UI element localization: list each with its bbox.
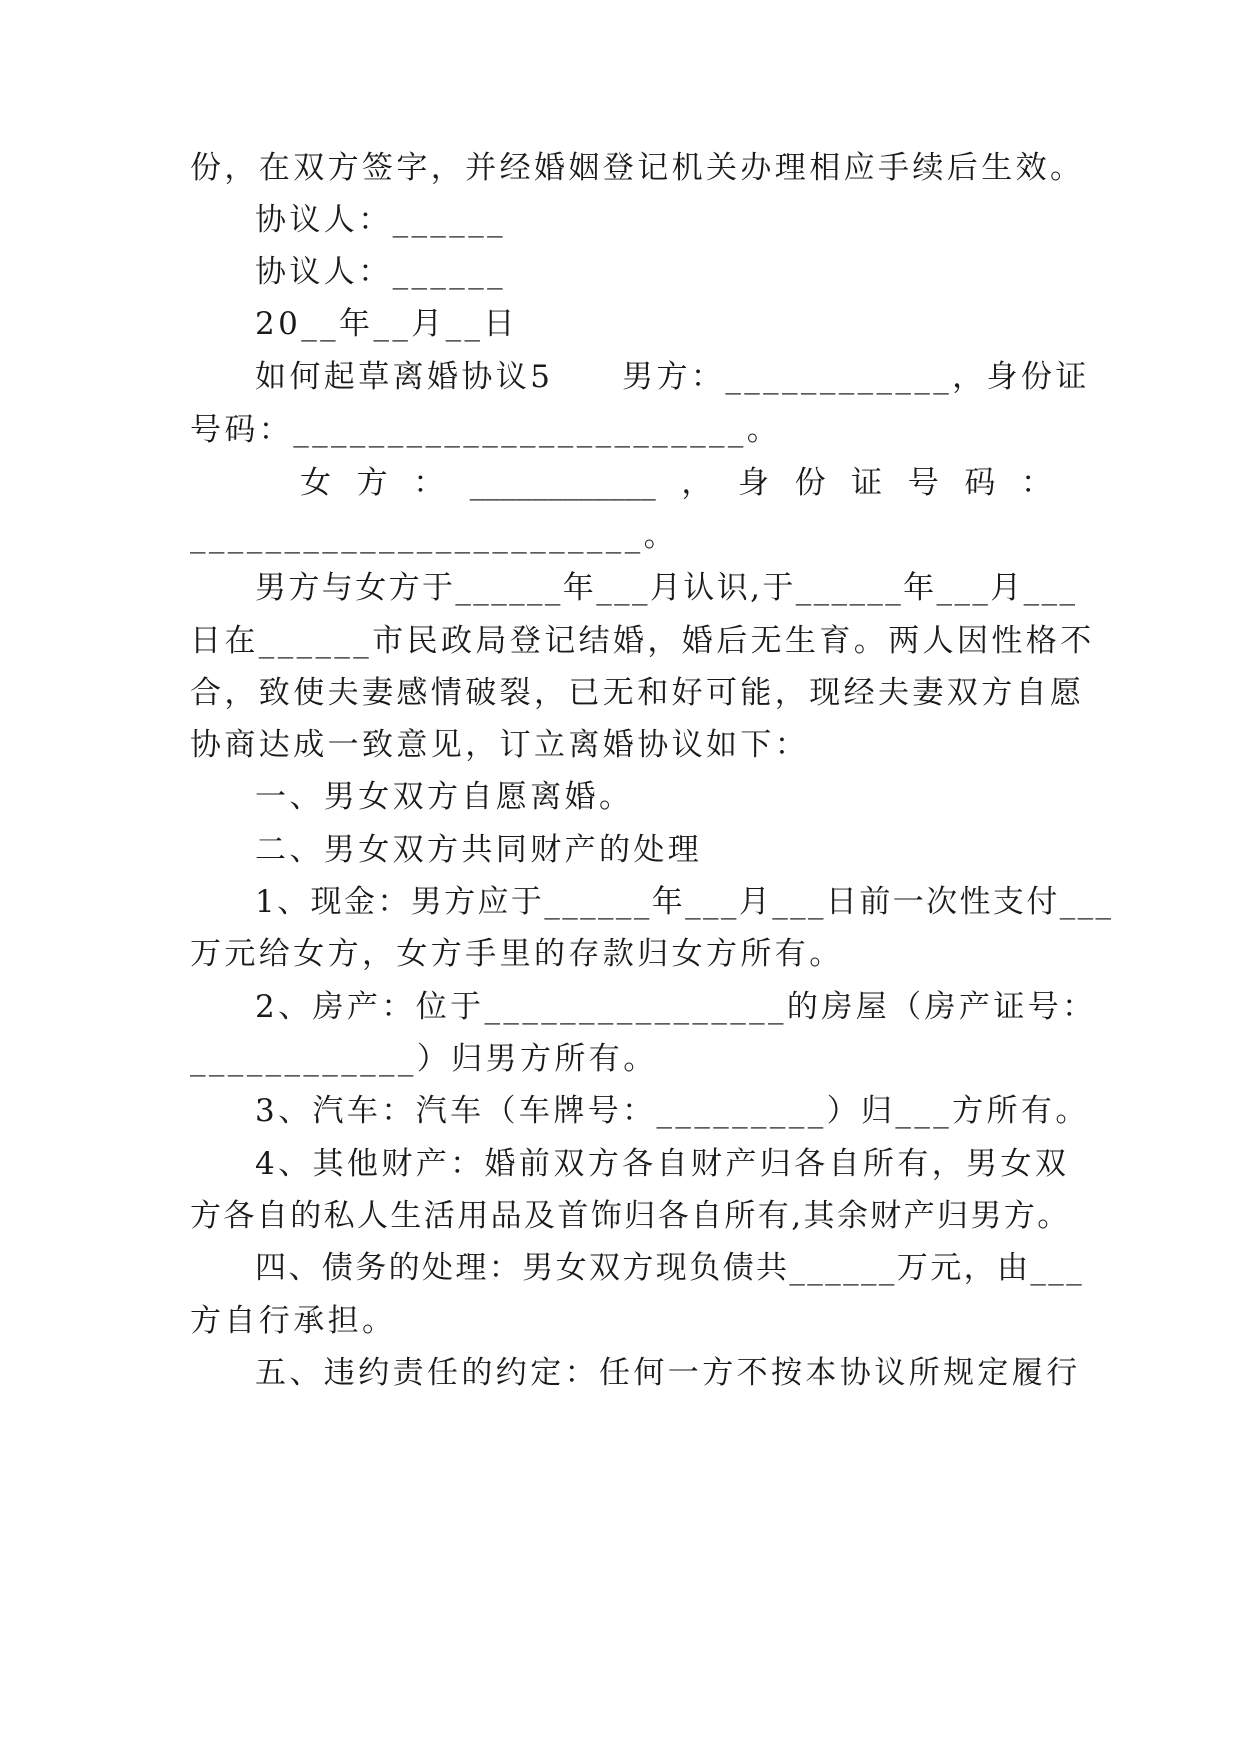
text-line: 五、违约责任的约定：任何一方不按本协议所规定履行	[255, 1355, 1081, 1391]
text-line: 号码：________________________。	[190, 412, 782, 448]
text-fragment: 码	[964, 465, 996, 501]
text-fragment: 身	[737, 465, 769, 501]
text-fragment: 号	[907, 465, 939, 501]
text-line: 四、债务的处理：男女双方现负债共______万元，由___	[255, 1250, 1085, 1286]
text-line: 1、现金：男方应于______年___月___日前一次性支付___	[255, 884, 1114, 920]
text-fragment: ____________	[469, 465, 656, 501]
text-line: 4、其他财产：婚前双方各自财产归各自所有，男女双	[255, 1146, 1070, 1182]
text-line: 万元给女方，女方手里的存款归女方所有。	[190, 936, 844, 972]
text-line: 3、汽车：汽车（车牌号：_________）归___方所有。	[255, 1093, 1090, 1129]
text-line: ____________）归男方所有。	[190, 1041, 658, 1077]
text-fragment: 份	[794, 465, 826, 501]
text-fragment: 证	[851, 465, 883, 501]
text-fragment: 女	[300, 465, 331, 501]
text-line: 份，在双方签字，并经婚姻登记机关办理相应手续后生效。	[190, 150, 1085, 186]
text-line: 方各自的私人生活用品及首饰归各自所有,其余财产归男方。	[190, 1198, 1071, 1234]
text-line: 二、男女双方共同财产的处理	[255, 832, 703, 868]
text-line: 协议人：______	[255, 202, 506, 238]
text-fragment: ：	[1020, 465, 1052, 501]
text-fragment: 方	[356, 465, 388, 501]
text-line: 方自行承担。	[190, 1303, 397, 1339]
text-line: 协议人：______	[255, 254, 506, 290]
text-line: 如何起草离婚协议5 男方：____________，身份证	[255, 359, 1090, 395]
text-line: 一、男女双方自愿离婚。	[255, 779, 634, 815]
text-line: 日在______市民政局登记结婚，婚后无生育。两人因性格不	[190, 623, 1095, 659]
text-line: 协商达成一致意见，订立离婚协议如下：	[190, 727, 810, 763]
text-line: 合，致使夫妻感情破裂，已无和好可能，现经夫妻双方自愿	[190, 675, 1085, 711]
text-line: ________________________。	[190, 518, 678, 554]
text-fragment: ，	[681, 465, 713, 501]
text-line: 男方与女方于______年___月认识,于______年___月___	[255, 570, 1078, 606]
text-line: 20__年__月__日	[255, 306, 518, 342]
text-fragment: ：	[413, 465, 445, 501]
woman-id-line	[300, 458, 1052, 508]
text-line: 2、房产：位于________________的房屋（房产证号：	[255, 989, 1097, 1025]
